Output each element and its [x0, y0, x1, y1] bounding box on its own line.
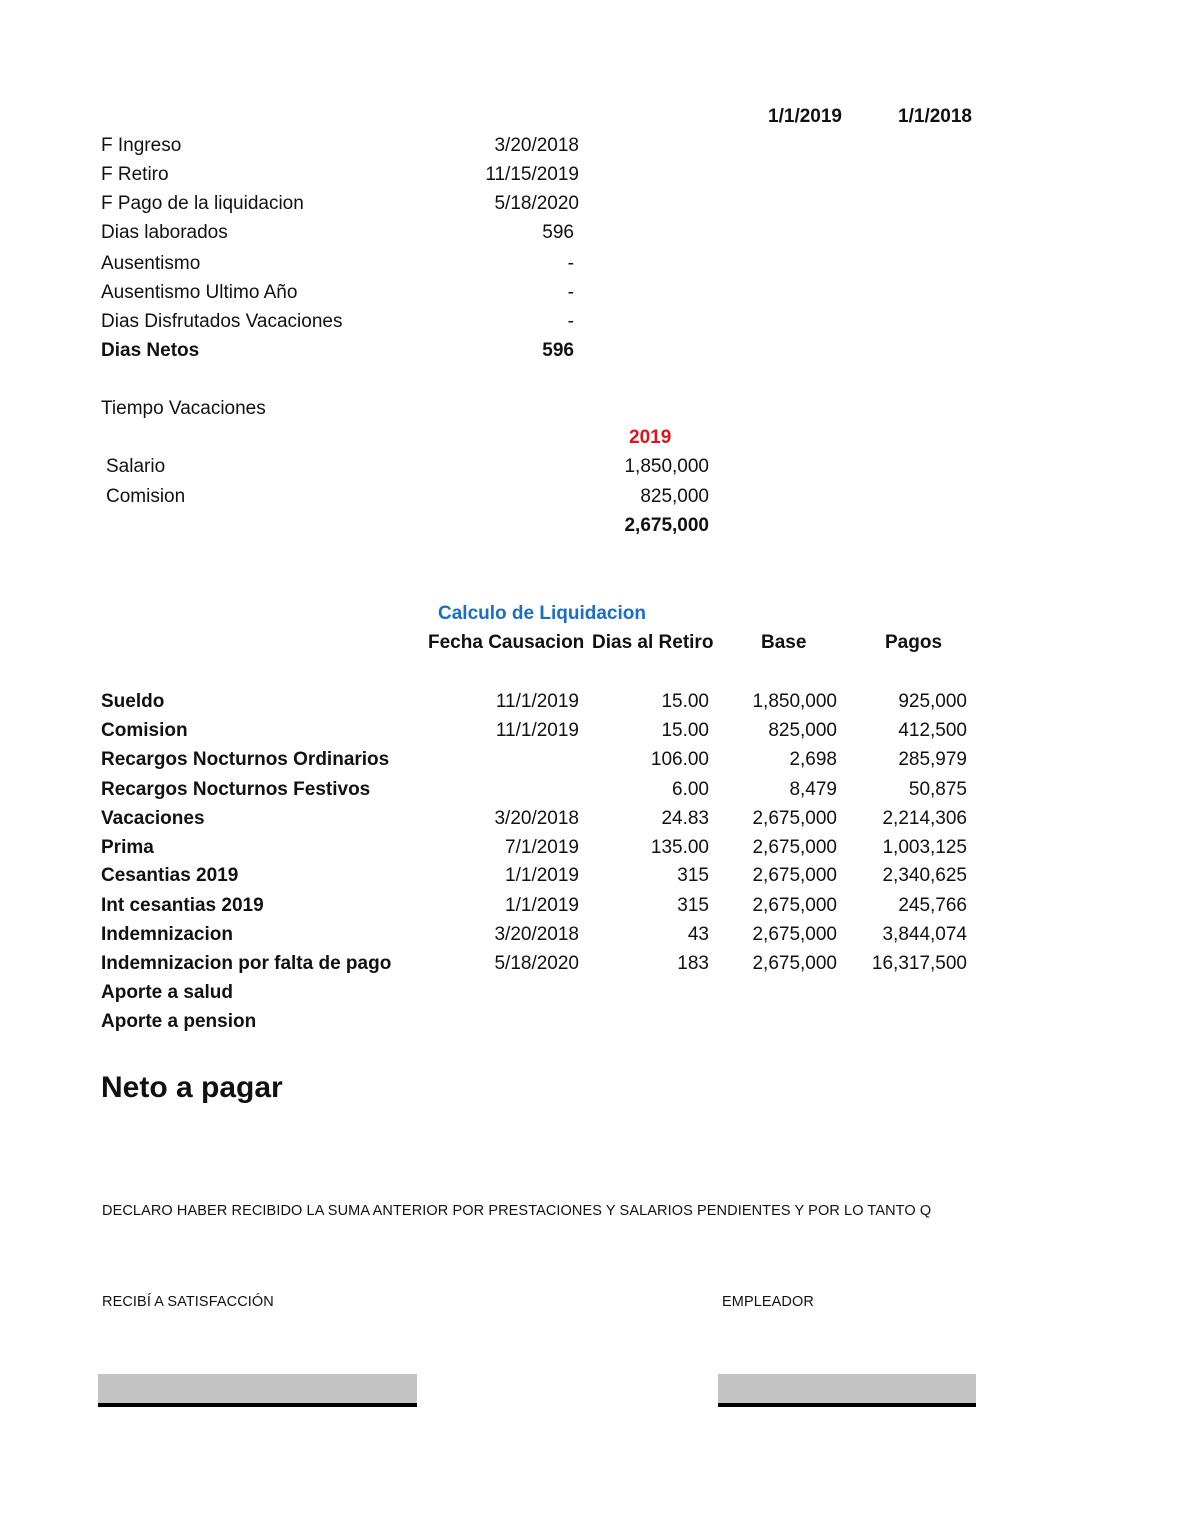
vacaciones-value-comision: 825,000 — [640, 486, 709, 507]
cell-pago: 1,003,125 — [882, 837, 967, 858]
cell-dias: 315 — [677, 895, 709, 916]
info-label-ausentismo-ultimo: Ausentismo Ultimo Año — [101, 282, 298, 303]
info-label-f-retiro: F Retiro — [101, 164, 169, 185]
cell-concepto: Indemnizacion por falta de pago — [101, 953, 392, 974]
signature-label-empleador: EMPLEADOR — [722, 1294, 814, 1310]
cell-concepto: Aporte a pension — [101, 1011, 257, 1032]
cell-dias: 135.00 — [650, 837, 709, 858]
header-fecha-causacion: Fecha Causacion — [428, 632, 585, 653]
info-label-f-ingreso: F Ingreso — [101, 135, 182, 156]
cell-concepto: Recargos Nocturnos Ordinarios — [101, 749, 390, 770]
cell-fecha: 1/1/2019 — [505, 865, 579, 886]
cell-fecha: 11/1/2019 — [495, 720, 579, 741]
cell-concepto: Sueldo — [101, 691, 165, 712]
vacaciones-label-comision: Comision — [106, 486, 186, 507]
info-value-f-pago: 5/18/2020 — [494, 193, 579, 214]
cell-pago: 50,875 — [908, 779, 967, 800]
cell-pago: 3,844,074 — [882, 924, 967, 945]
cell-base: 2,675,000 — [752, 837, 837, 858]
cell-base: 825,000 — [768, 720, 837, 741]
cell-pago: 412,500 — [898, 720, 967, 741]
cell-fecha: 1/1/2019 — [505, 895, 579, 916]
info-value-f-ingreso: 3/20/2018 — [494, 135, 579, 156]
cell-concepto: Aporte a salud — [101, 982, 233, 1003]
cell-pago: 285,979 — [898, 749, 967, 770]
cell-dias: 183 — [677, 953, 709, 974]
cell-base: 8,479 — [789, 779, 837, 800]
cell-concepto: Comision — [101, 720, 188, 741]
signature-label-recibi: RECIBÍ A SATISFACCIÓN — [102, 1294, 274, 1310]
cell-fecha: 3/20/2018 — [494, 808, 579, 829]
signature-box-empleador[interactable] — [718, 1374, 976, 1407]
cell-fecha: 3/20/2018 — [494, 924, 579, 945]
cell-base: 2,675,000 — [752, 895, 837, 916]
info-value-dias-netos: 596 — [542, 340, 574, 361]
cell-dias: 15.00 — [661, 691, 709, 712]
cell-pago: 16,317,500 — [871, 953, 967, 974]
neto-a-pagar-label: Neto a pagar — [101, 1071, 283, 1104]
header-base: Base — [761, 632, 807, 653]
info-value-ausentismo: - — [567, 253, 574, 274]
info-label-dias-disfrutados: Dias Disfrutados Vacaciones — [101, 311, 343, 332]
header-pagos: Pagos — [885, 632, 943, 653]
info-label-dias-laborados: Dias laborados — [101, 222, 228, 243]
cell-pago: 925,000 — [898, 691, 967, 712]
cell-concepto: Cesantias 2019 — [101, 865, 239, 886]
info-value-f-retiro: 11/15/2019 — [485, 164, 579, 185]
vacaciones-total: 2,675,000 — [624, 515, 709, 536]
cell-base: 2,675,000 — [752, 808, 837, 829]
cell-concepto: Vacaciones — [101, 808, 205, 829]
info-value-ausentismo-ultimo: - — [567, 282, 574, 303]
info-label-ausentismo: Ausentismo — [101, 253, 201, 274]
cell-base: 2,698 — [789, 749, 837, 770]
vacaciones-year: 2019 — [629, 427, 672, 448]
cell-concepto: Indemnizacion — [101, 924, 233, 945]
cell-concepto: Int cesantias 2019 — [101, 895, 264, 916]
cell-fecha: 11/1/2019 — [495, 691, 579, 712]
cell-dias: 15.00 — [661, 720, 709, 741]
cell-dias: 24.83 — [661, 808, 709, 829]
liquidacion-title: Calculo de Liquidacion — [438, 603, 646, 624]
cell-base: 2,675,000 — [752, 865, 837, 886]
cell-pago: 2,214,306 — [882, 808, 967, 829]
declaration-text: DECLARO HABER RECIBIDO LA SUMA ANTERIOR POR PRESTACIONES Y SALARIOS PENDIENTES Y POR LO TANTO Q — [102, 1203, 932, 1219]
cell-dias: 6.00 — [672, 779, 709, 800]
info-label-f-pago: F Pago de la liquidacion — [101, 193, 304, 214]
header-date-2018: 1/1/2018 — [898, 106, 972, 127]
header-date-2019: 1/1/2019 — [768, 106, 842, 127]
vacaciones-label-salario: Salario — [106, 456, 166, 477]
vacaciones-value-salario: 1,850,000 — [624, 456, 709, 477]
info-label-dias-netos: Dias Netos — [101, 340, 200, 361]
info-value-dias-laborados: 596 — [542, 222, 574, 243]
cell-pago: 245,766 — [898, 895, 967, 916]
vacaciones-title: Tiempo Vacaciones — [101, 398, 266, 419]
info-value-dias-disfrutados: - — [567, 311, 574, 332]
cell-concepto: Prima — [101, 837, 154, 858]
cell-base: 2,675,000 — [752, 953, 837, 974]
cell-dias: 43 — [687, 924, 709, 945]
cell-dias: 315 — [677, 865, 709, 886]
cell-dias: 106.00 — [650, 749, 709, 770]
cell-pago: 2,340,625 — [882, 865, 967, 886]
cell-base: 1,850,000 — [752, 691, 837, 712]
cell-concepto: Recargos Nocturnos Festivos — [101, 779, 371, 800]
signature-box-recibi[interactable] — [98, 1374, 417, 1407]
cell-base: 2,675,000 — [752, 924, 837, 945]
header-dias-al-retiro: Dias al Retiro — [592, 632, 714, 653]
cell-fecha: 5/18/2020 — [494, 953, 579, 974]
cell-fecha: 7/1/2019 — [505, 837, 579, 858]
